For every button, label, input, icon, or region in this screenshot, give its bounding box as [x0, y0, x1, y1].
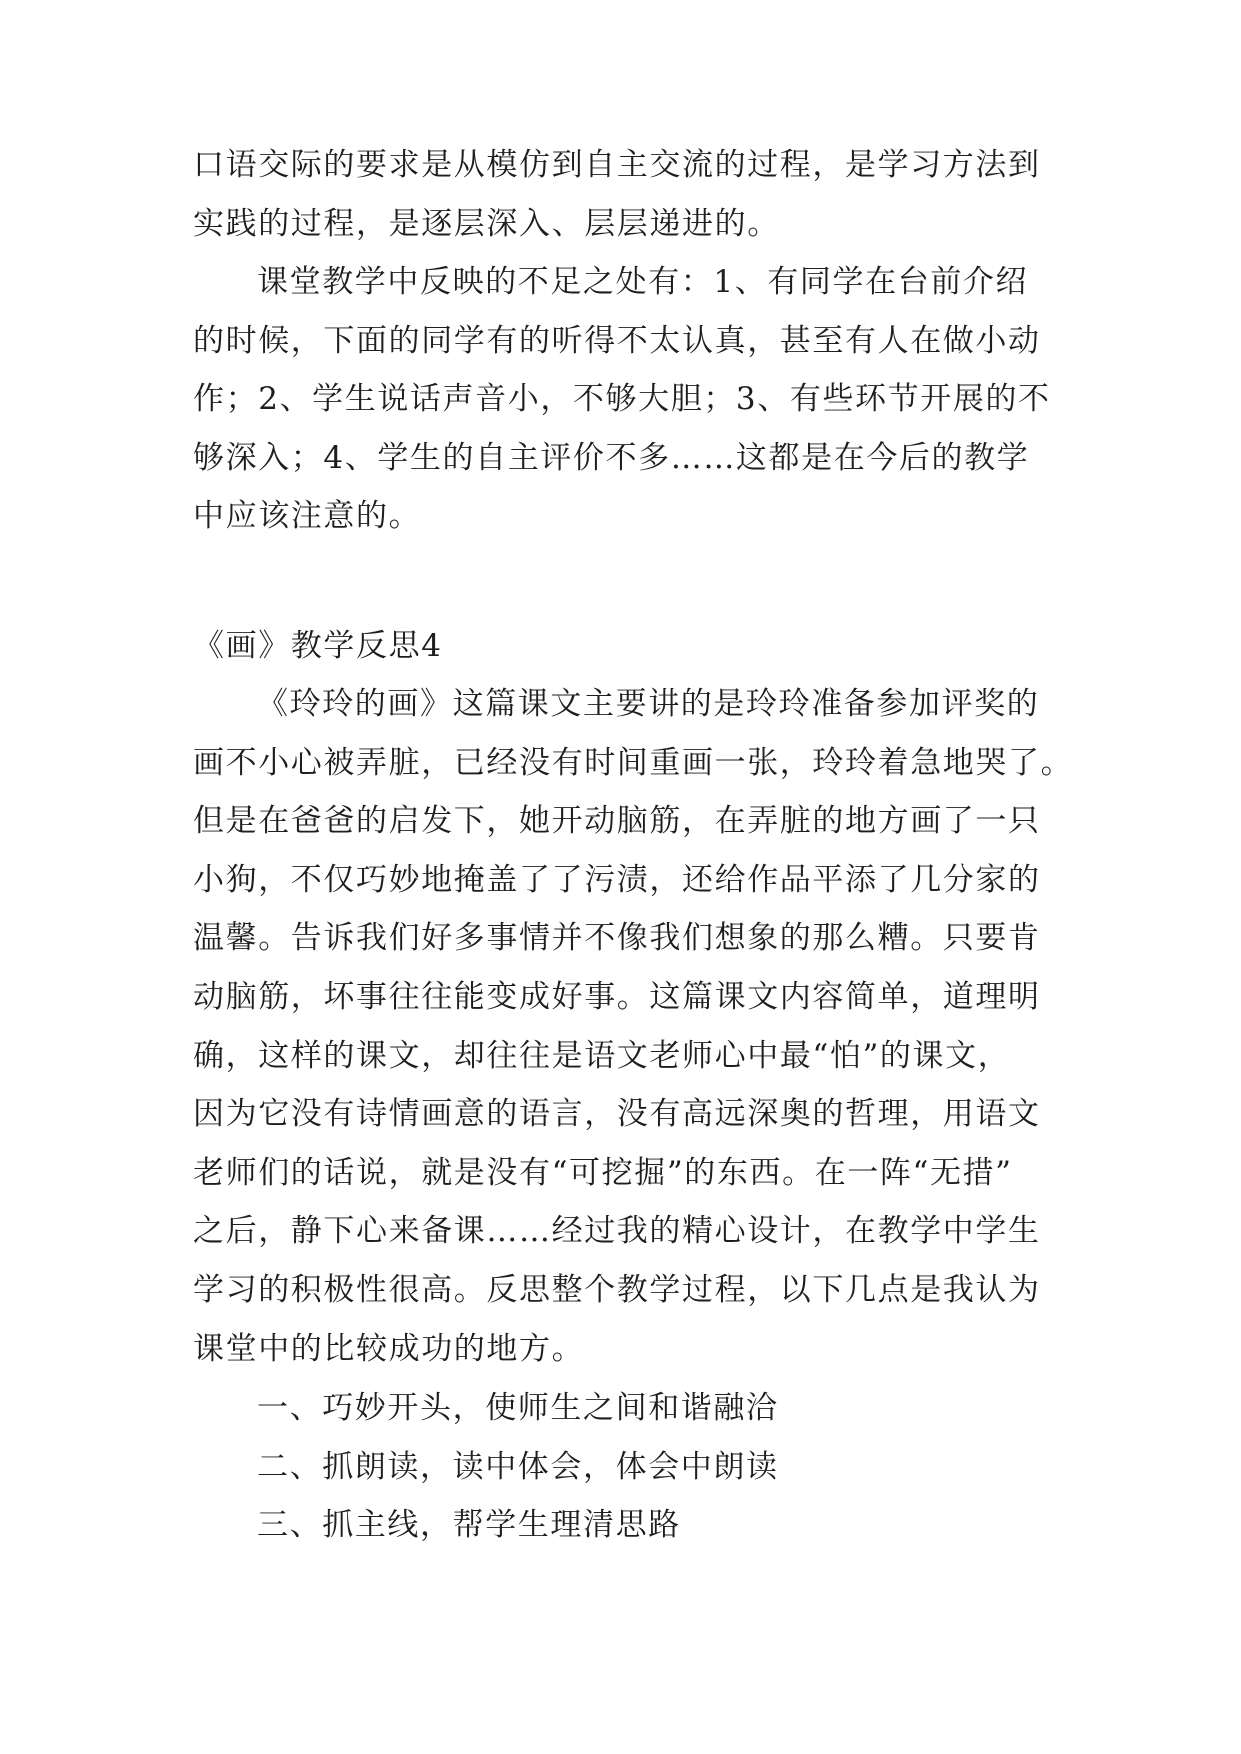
text-line: 的时候，下面的同学有的听得不太认真，甚至有人在做小动	[193, 322, 1041, 359]
text-line: 作；2、学生说话声音小，不够大胆；3、有些环节开展的不	[193, 381, 1051, 418]
text-line: 确，这样的课文，却往往是语文老师心中最“怕”的课文，	[193, 1037, 1011, 1074]
text-line: 但是在爸爸的启发下，她开动脑筋，在弄脏的地方画了一只	[193, 803, 1041, 840]
text-line: 之后，静下心来备课……经过我的精心设计，在教学中学生	[193, 1213, 1041, 1250]
text-line: 《玲玲的画》这篇课文主要讲的是玲玲准备参加评奖的	[257, 686, 1040, 722]
text-line: 中应该注意的。	[193, 498, 422, 535]
list-item: 二、抓朗读，读中体会，体会中朗读	[257, 1448, 779, 1485]
text-line: 小狗，不仅巧妙地掩盖了了污渍，还给作品平添了几分家的	[193, 861, 1041, 898]
heading-text: 《画》教学反思4	[193, 628, 443, 664]
text-line: 温馨。告诉我们好多事情并不像我们想象的那么糟。只要肯	[193, 920, 1041, 957]
text-line: 口语交际的要求是从模仿到自主交流的过程，是学习方法到	[193, 147, 1041, 183]
text-line: 画不小心被弄脏，已经没有时间重画一张，玲玲着急地哭了。	[193, 744, 1074, 781]
text-line: 课堂教学中反映的不足之处有：1、有同学在台前介绍	[257, 264, 1029, 300]
section-heading	[193, 617, 1053, 676]
paragraph-lesson-reflection	[193, 675, 1074, 1378]
text-line: 因为它没有诗情画意的语言，没有高远深奥的哲理，用语文	[193, 1096, 1041, 1133]
list-item: 三、抓主线，帮学生理清思路	[257, 1507, 681, 1544]
text-line: 够深入；4、学生的自主评价不多……这都是在今后的教学	[193, 439, 1030, 476]
list-item: 一、巧妙开头，使师生之间和谐融洽	[257, 1390, 779, 1426]
paragraph-continuation	[193, 136, 1053, 253]
text-line: 实践的过程，是逐层深入、层层递进的。	[193, 205, 780, 242]
text-line: 动脑筋，坏事往往能变成好事。这篇课文内容简单，道理明	[193, 978, 1041, 1015]
text-line: 课堂中的比较成功的地方。	[193, 1330, 585, 1367]
text-line: 学习的积极性很高。反思整个教学过程，以下几点是我认为	[193, 1271, 1041, 1308]
paragraph-shortcomings	[193, 253, 1053, 546]
success-points-list	[193, 1379, 1053, 1555]
text-line: 老师们的话说，就是没有“可挖掘”的东西。在一阵“无措”	[193, 1154, 1013, 1191]
